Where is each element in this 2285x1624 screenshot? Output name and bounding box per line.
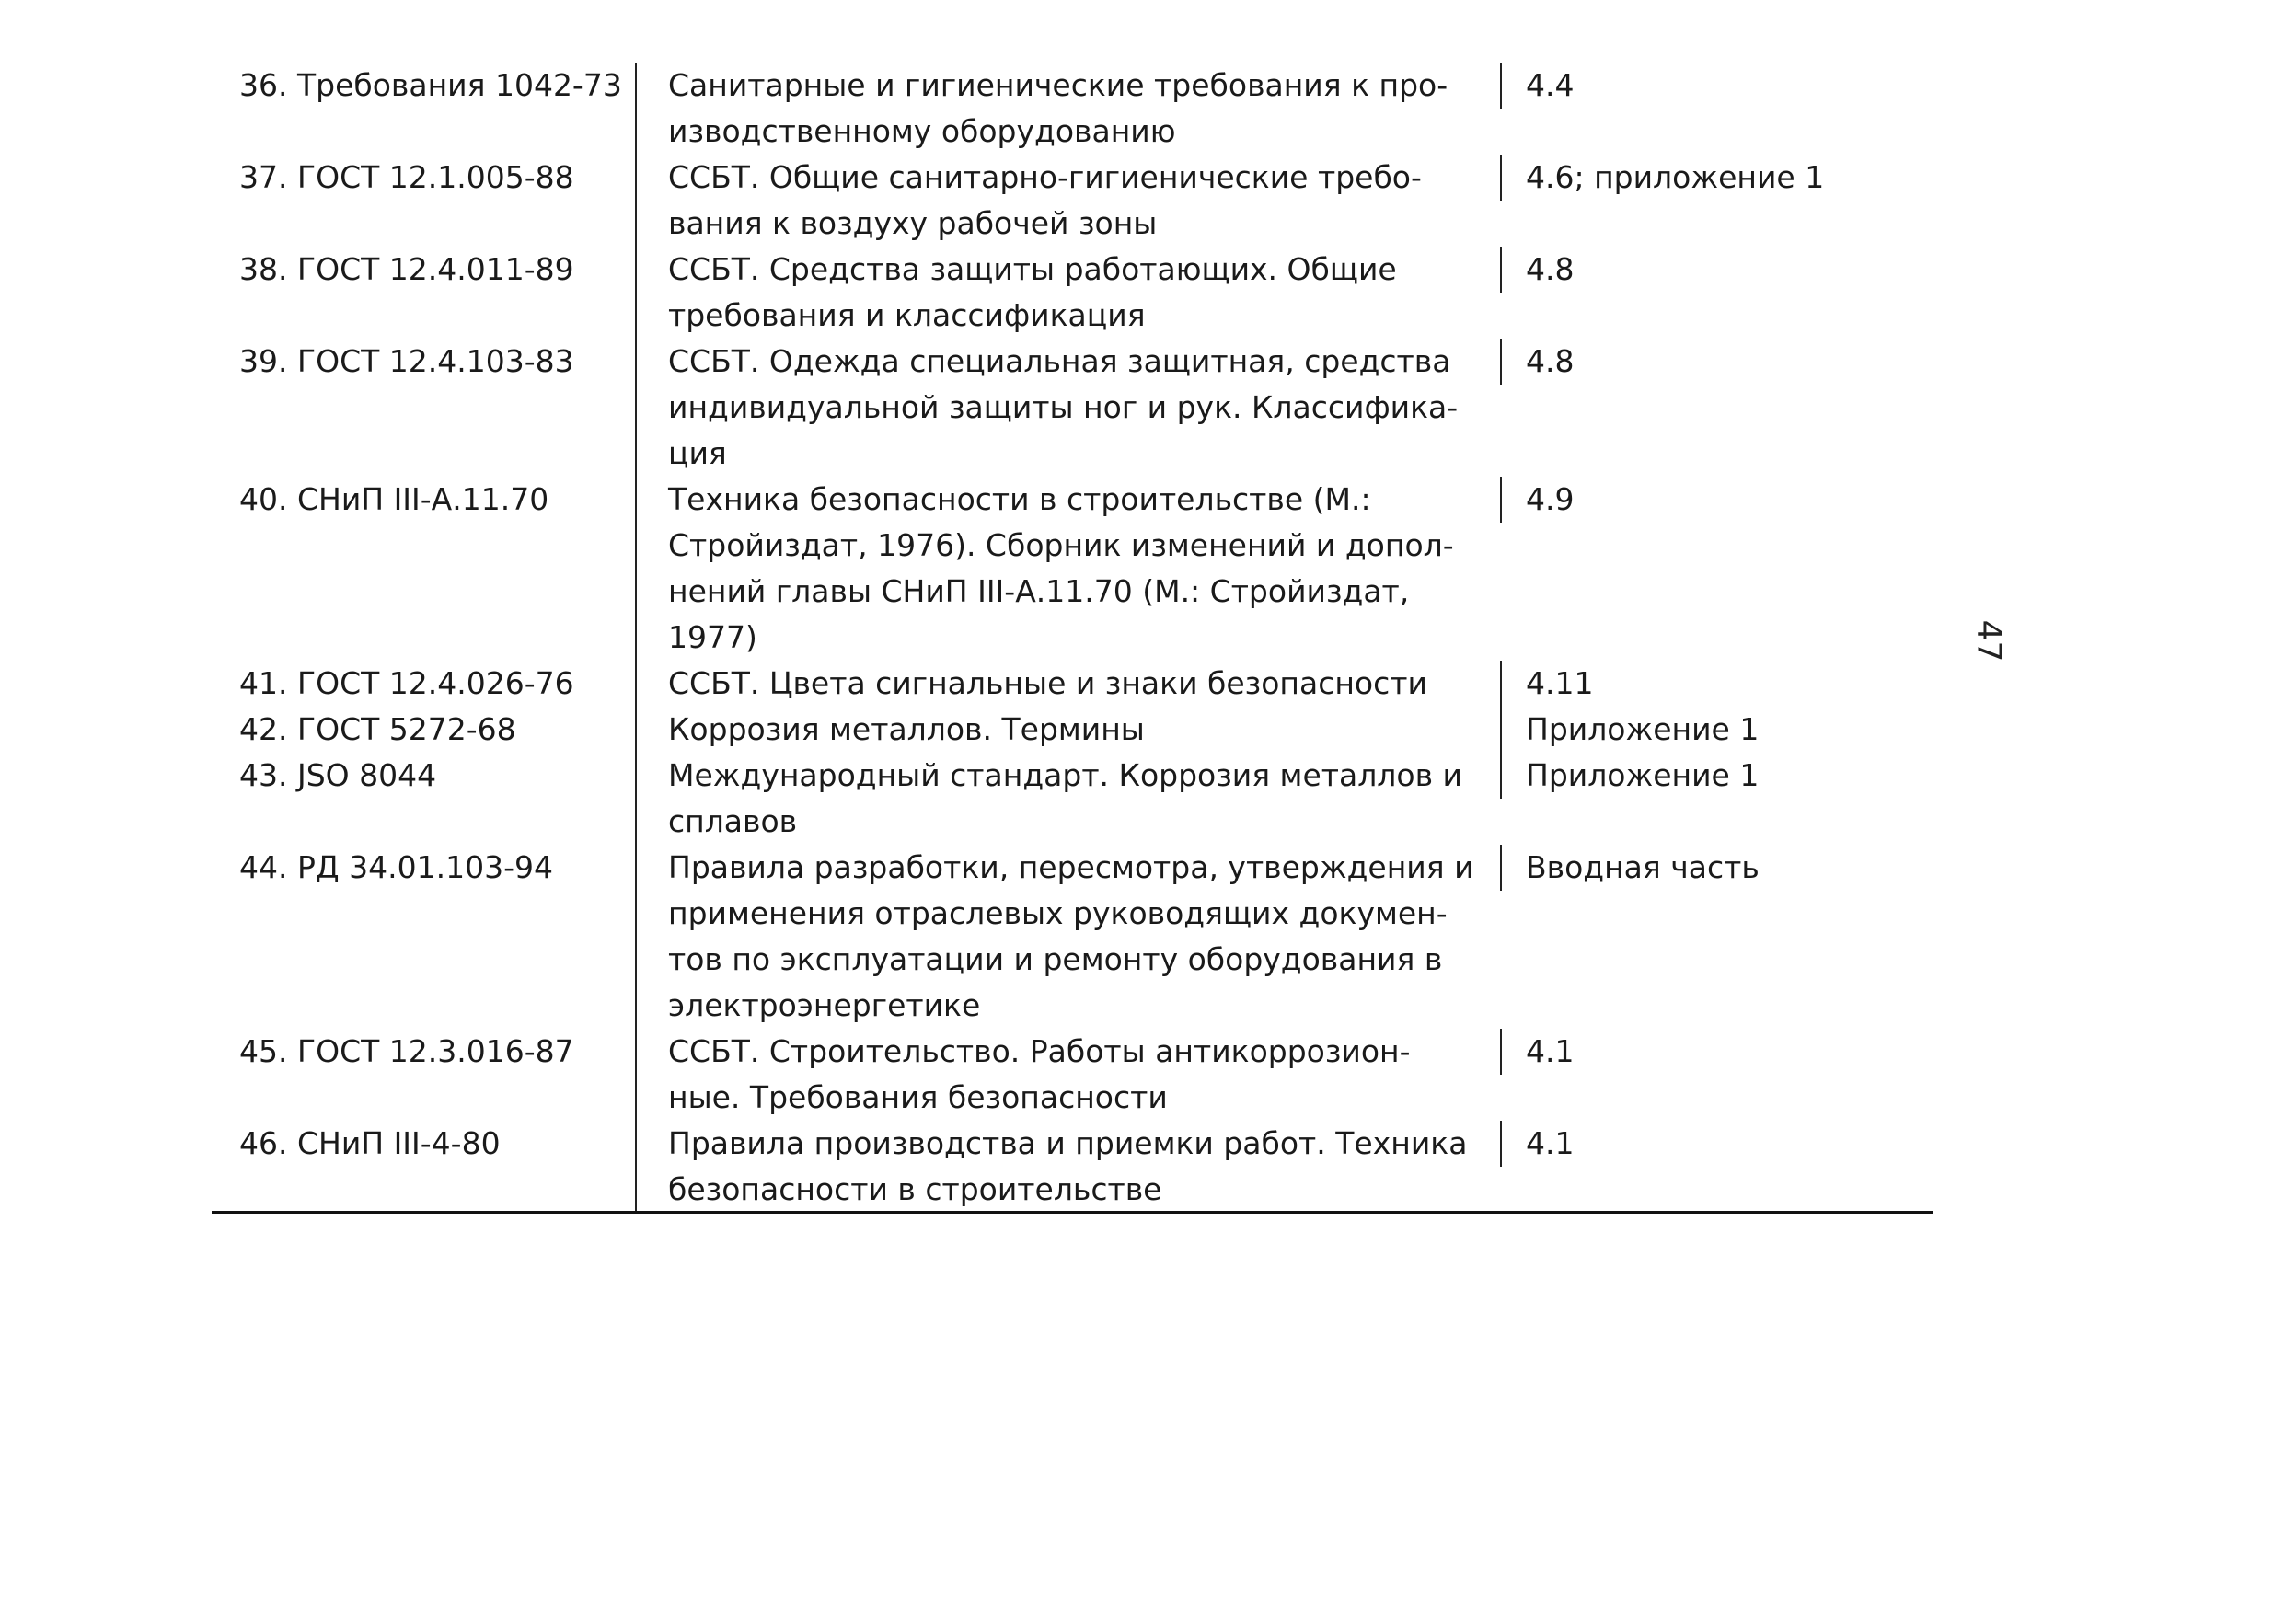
document-title: ССБТ. Строительство. Работы антикоррозион- ные. Требования безопасности [635,1029,1500,1121]
document-designation: 36. Требования 1042-73 [239,67,622,103]
section-reference: 4.8 [1500,339,1923,385]
page-number: 47 [1969,619,2008,662]
section-reference: 4.9 [1500,477,1923,523]
document-designation: 45. ГОСТ 12.3.016-87 [239,1033,574,1069]
section-reference: Вводная часть [1500,845,1923,891]
table-row [212,339,1923,477]
table-row [212,477,1923,661]
document-title: Санитарные и гигиенические требования к про- изводственному оборудованию [635,63,1500,155]
document-designation: 39. ГОСТ 12.4.103-83 [239,343,574,379]
section-reference: 4.11 [1500,661,1923,707]
document-designation: 37. ГОСТ 12.1.005-88 [239,159,574,195]
document-designation: 38. ГОСТ 12.4.011-89 [239,251,574,287]
section-reference: 4.6; приложение 1 [1500,155,1923,201]
document-title: Правила разработки, пересмотра, утверждения и применения отраслевых руководящих докумен- тов по эксплуатации и ремонту оборудования в электроэнергетике [635,845,1500,1029]
document-designation: 42. ГОСТ 5272-68 [239,711,516,747]
table-row [212,661,1923,707]
section-reference: 4.8 [1500,247,1923,293]
table-row [212,1121,1923,1213]
document-designation: 41. ГОСТ 12.4.026-76 [239,665,574,701]
document-designation: 44. РД 34.01.103-94 [239,849,553,885]
section-reference: 4.1 [1500,1029,1923,1075]
document-title: ССБТ. Одежда специальная защитная, средства индивидуальной защиты ног и рук. Классифика- ция [635,339,1500,477]
document-title: Правила производства и приемки работ. Техника безопасности в строительстве [635,1121,1500,1213]
table-row [212,155,1923,247]
table-row [212,247,1923,339]
document-title: Техника безопасности в строительстве (М.: Стройиздат, 1976). Сборник изменений и допол- нений главы СНиП III-А.11.70 (М.: Стройиздат, 1977) [635,477,1500,661]
table-bottom-rule [212,1211,1933,1214]
document-designation: 40. СНиП III-А.11.70 [239,481,549,517]
document-title: ССБТ. Средства защиты работающих. Общие требования и классификация [635,247,1500,339]
table-row [212,753,1923,845]
table-row [212,707,1923,753]
document-title: Международный стандарт. Коррозия металлов и сплавов [635,753,1500,845]
section-reference: Приложение 1 [1500,707,1923,753]
section-reference: Приложение 1 [1500,753,1923,799]
table-row [212,63,1923,155]
references-table [212,63,1923,1213]
document-title: Коррозия металлов. Термины [635,707,1500,753]
table-row [212,845,1923,1029]
section-reference: 4.4 [1500,63,1923,109]
table-row [212,1029,1923,1121]
section-reference: 4.1 [1500,1121,1923,1167]
document-designation: 43. JSO 8044 [239,757,437,793]
document-title: ССБТ. Общие санитарно-гигиенические требо- вания к воздуху рабочей зоны [635,155,1500,247]
document-title: ССБТ. Цвета сигнальные и знаки безопасности [635,661,1500,707]
document-designation: 46. СНиП III-4-80 [239,1125,501,1161]
